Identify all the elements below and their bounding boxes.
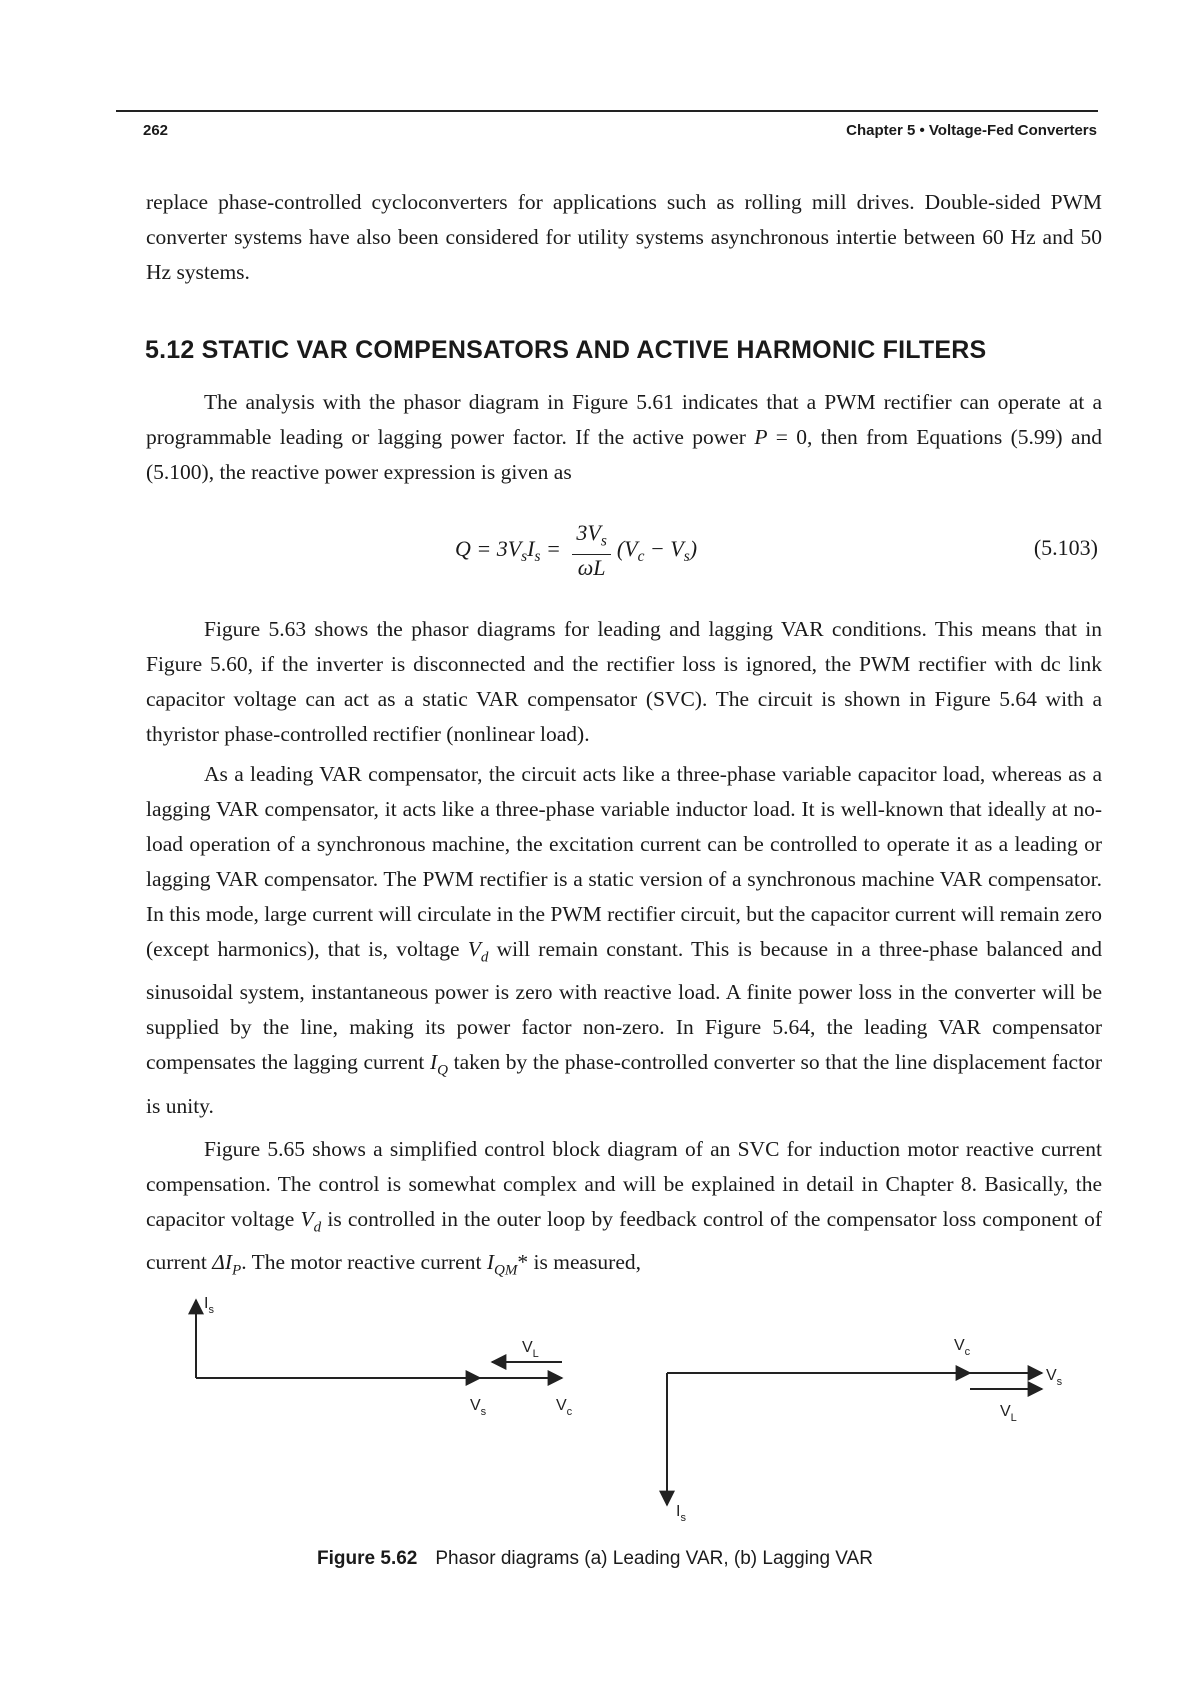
- diagram-a-vc-label: $V_c$: [556, 1397, 573, 1418]
- diagram-b-lagging: [667, 1337, 1063, 1524]
- equation-number: (5.103): [1033, 535, 1098, 560]
- paragraph-3: As a leading VAR compensator, the circuit acts like a three-phase variable capacitor load, whereas as a lagging VAR compensator, it acts like a three-phase variable inductor load. It is well-known that ideally at no-load operation of a synchronous machine, the excitation current can be controlled to operate it as a leading or lagging VAR compensator. The PWM rectifier is a static version of a synchronous machine VAR compensator. In this mode, large current will circulate in the PWM rectifier circuit, but the capacitor current will remain zero (except harmonics), that is, voltage $V_d$ will remain constant. This is because in a three-phase balanced and sinusoidal system, instantaneous power is zero with reactive load. A finite power loss in the converter will be supplied by the line, making its power factor non-zero. In Figure 5.64, the leading VAR compensator compensates the lagging current $I_Q$ taken by the phase-controlled converter so that the line displacement factor is unity.: [146, 762, 1102, 1118]
- figure-caption-text: Phasor diagrams (a) Leading VAR, (b) Lagging VAR: [435, 1548, 873, 1569]
- paragraph-1: The analysis with the phasor diagram in Figure 5.61 indicates that a PWM rectifier can operate at a programmable leading or lagging power factor. If the active power P = 0, then from Equations (5.99) and (5.100), the reactive power expression is given as: [146, 390, 1102, 484]
- diagram-a-vl-label: $V_L$: [522, 1339, 539, 1360]
- page-number: 262: [143, 122, 169, 139]
- figure-caption-label: Figure 5.62: [317, 1548, 418, 1569]
- diagram-a-leading: [196, 1295, 573, 1418]
- diagram-b-vc-label: $V_c$: [954, 1337, 971, 1358]
- section-heading: 5.12 STATIC VAR COMPENSATORS AND ACTIVE HARMONIC FILTERS: [145, 336, 987, 364]
- paragraph-2: Figure 5.63 shows the phasor diagrams for leading and lagging VAR conditions. This means that in Figure 5.60, if the inverter is disconnected and the rectifier loss is ignored, the PWM rectifier with dc link capacitor voltage can act as a static VAR compensator (SVC). The circuit is shown in Figure 5.64 with a thyristor phase-controlled rectifier (nonlinear load).: [146, 617, 1102, 746]
- paragraph-intro: replace phase-controlled cycloconverters for applications such as rolling mill drives. Double-sided PWM converter systems have also been considered for utility systems asynchronous intertie between 60 Hz and 50 Hz systems.: [146, 190, 1102, 284]
- equation-5-103: $Q = 3V_sI_s$ = $\frac{3V_s}{\omega L}$ $(V_c - V_s)$: [455, 520, 698, 581]
- header-rule: [116, 110, 1098, 112]
- equation-fraction: $\frac{3V_s}{\omega L}$: [572, 520, 610, 581]
- diagram-a-vs-label: $V_s$: [470, 1397, 487, 1418]
- phasor-diagram-figure: [170, 1290, 1090, 1530]
- figure-caption: [0, 1548, 1190, 1570]
- paragraph-4: Figure 5.65 shows a simplified control block diagram of an SVC for induction motor reactive current compensation. The control is somewhat complex and will be explained in detail in Chapter 8. Basically, the capacitor voltage $V_d$ is controlled in the outer loop by feedback control of the compensator loss component of current $\Delta I_P$. The motor reactive current $I_{QM}*$ is measured,: [146, 1137, 1102, 1279]
- diagram-a-is-label: $I_s$: [204, 1295, 214, 1316]
- diagram-b-is-label: $I_s$: [676, 1503, 686, 1524]
- running-head: Chapter 5 • Voltage-Fed Converters: [846, 122, 1097, 139]
- phasor-diagram-svg: [170, 1290, 1090, 1530]
- diagram-b-vs-label: $V_s$: [1046, 1367, 1063, 1388]
- diagram-b-vl-label: $V_L$: [1000, 1403, 1017, 1424]
